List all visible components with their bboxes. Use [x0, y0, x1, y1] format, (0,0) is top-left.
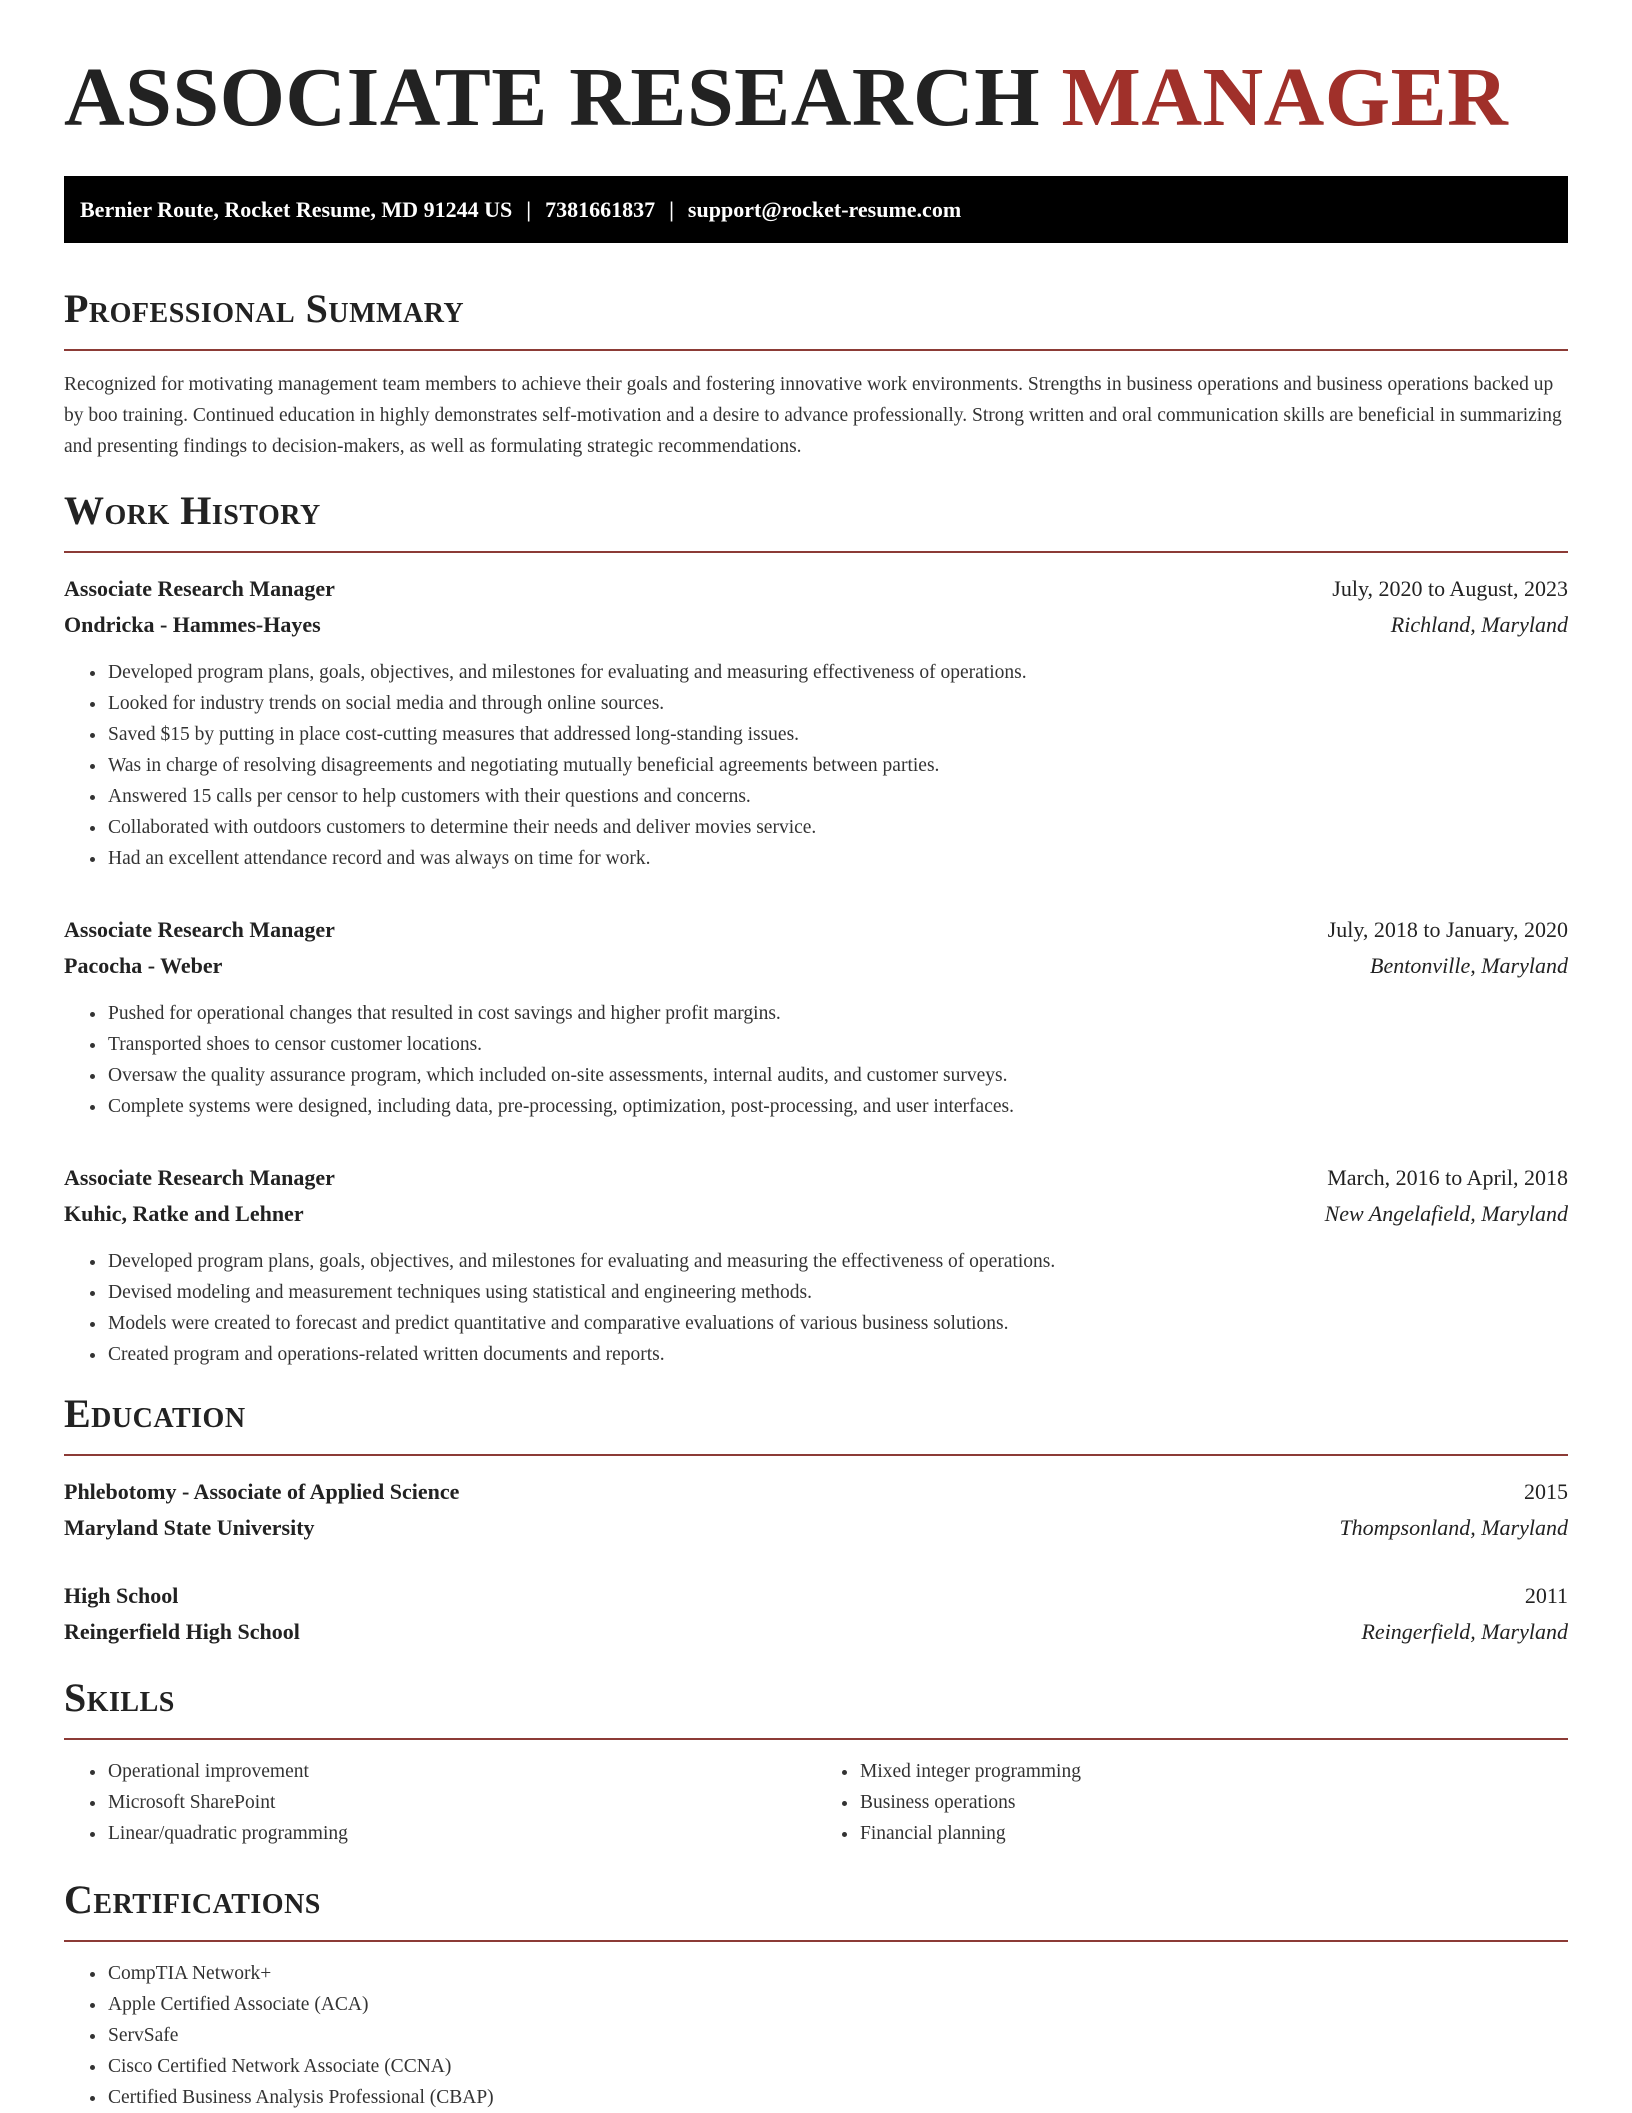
job-bullet: • Transported shoes to censor customer locations. [107, 1029, 1568, 1060]
job-company: Ondricka - Hammes-Hayes [64, 612, 321, 637]
job-dates: July, 2018 to January, 2020 [1327, 917, 1568, 942]
job-entry [64, 1160, 1568, 1370]
skills-column [64, 1756, 816, 1849]
certification-item: • CompTIA Network+ [107, 1958, 1568, 1989]
job-bullet: • Collaborated with outdoors customers to determine their needs and deliver movies service. [107, 812, 1568, 843]
job-entry [64, 912, 1568, 1122]
contact-email: support@rocket-resume.com [687, 197, 962, 222]
job-dates: July, 2020 to August, 2023 [1332, 576, 1568, 601]
skill-item: • Linear/quadratic programming [107, 1818, 816, 1849]
school: Reingerfield High School [64, 1619, 300, 1644]
certification-item: • ServSafe [107, 2020, 1568, 2051]
job-bullets [64, 1246, 1568, 1370]
school: Maryland State University [64, 1515, 315, 1540]
job-location: New Angelafield, Maryland [1324, 1201, 1568, 1226]
contact-bar [64, 176, 1568, 243]
skill-item: • Operational improvement [107, 1756, 816, 1787]
degree: Phlebotomy - Associate of Applied Science [64, 1479, 460, 1504]
certifications-section [64, 1876, 1568, 2113]
job-title-row [64, 912, 1568, 948]
education-entry [64, 1474, 1568, 1546]
job-bullet: • Created program and operations-related written documents and reports. [107, 1339, 1568, 1370]
degree: High School [64, 1583, 179, 1608]
job-bullet: • Complete systems were designed, including data, pre-processing, optimization, post-processing, and user interfaces. [107, 1091, 1568, 1122]
school-row [64, 1614, 1568, 1650]
contact-separator: | [669, 197, 674, 222]
certification-item: • Certified Business Analysis Professional (CBAP) [107, 2082, 1568, 2113]
job-bullet: • Saved $15 by putting in place cost-cutting measures that addressed long-standing issues. [107, 719, 1568, 750]
school-row [64, 1510, 1568, 1546]
job-bullet: • Answered 15 calls per censor to help customers with their questions and concerns. [107, 781, 1568, 812]
title-accent: MANAGER [1061, 51, 1509, 144]
degree-row [64, 1474, 1568, 1510]
job-bullet: • Was in charge of resolving disagreements and negotiating mutually beneficial agreements between parties. [107, 750, 1568, 781]
job-company: Kuhic, Ratke and Lehner [64, 1201, 304, 1226]
job-bullet: • Models were created to forecast and predict quantitative and comparative evaluations of various business solutions. [107, 1308, 1568, 1339]
contact-phone: 7381661837 [545, 197, 656, 222]
resume-page [64, 0, 1568, 2108]
skill-item: • Business operations [859, 1787, 1568, 1818]
contact-address: Bernier Route, Rocket Resume, MD 91244 US [80, 197, 513, 222]
school-location: Thompsonland, Maryland [1339, 1515, 1568, 1540]
skills-heading: Skills [64, 1674, 1568, 1740]
certifications-heading: Certifications [64, 1876, 1568, 1942]
work-history-heading: Work History [64, 487, 1568, 553]
job-bullet: • Looked for industry trends on social media and through online sources. [107, 688, 1568, 719]
job-title-row [64, 1160, 1568, 1196]
job-bullets [64, 657, 1568, 874]
job-company-row [64, 1196, 1568, 1232]
certification-item: • Apple Certified Associate (ACA) [107, 1989, 1568, 2020]
education-heading: Education [64, 1390, 1568, 1456]
skill-item: • Financial planning [859, 1818, 1568, 1849]
graduation-year: 2015 [1524, 1479, 1568, 1504]
skill-item: • Microsoft SharePoint [107, 1787, 816, 1818]
job-bullet: • Developed program plans, goals, objectives, and milestones for evaluating and measuring the effectiveness of operations. [107, 1246, 1568, 1277]
job-bullet: • Pushed for operational changes that resulted in cost savings and higher profit margins. [107, 998, 1568, 1029]
summary-text: Recognized for motivating management team members to achieve their goals and fostering innovative work environments. Strengths in business operations and business operations backed up by boo training. Continued education in highly demonstrates self-motivation and a desire to advance professionally. Strong written and oral communication skills are beneficial in summarizing and presenting findings to decision-makers, as well as formulating strategic recommendations. [64, 374, 1562, 457]
education-section [64, 1390, 1568, 1650]
job-location: Bentonville, Maryland [1370, 953, 1568, 978]
summary-section [64, 285, 1568, 462]
job-location: Richland, Maryland [1390, 612, 1568, 637]
job-bullet: • Oversaw the quality assurance program, which included on-site assessments, internal audits, and customer surveys. [107, 1060, 1568, 1091]
skill-item: • Mixed integer programming [859, 1756, 1568, 1787]
job-bullet: • Devised modeling and measurement techniques using statistical and engineering methods. [107, 1277, 1568, 1308]
school-location: Reingerfield, Maryland [1361, 1619, 1568, 1644]
job-title: Associate Research Manager [64, 1165, 335, 1190]
job-title: Associate Research Manager [64, 576, 335, 601]
skills-column [816, 1756, 1568, 1849]
certifications-list [64, 1958, 1568, 2113]
job-title-row [64, 571, 1568, 607]
degree-row [64, 1578, 1568, 1614]
job-dates: March, 2016 to April, 2018 [1327, 1165, 1568, 1190]
job-title: Associate Research Manager [64, 917, 335, 942]
job-company: Pacocha - Weber [64, 953, 223, 978]
job-entry [64, 571, 1568, 874]
title-main: ASSOCIATE RESEARCH [64, 51, 1041, 144]
graduation-year: 2011 [1524, 1583, 1568, 1608]
contact-separator: | [526, 197, 532, 222]
work-history-section [64, 487, 1568, 1370]
summary-heading: Professional Summary [64, 285, 1568, 351]
job-company-row [64, 607, 1568, 643]
education-entry [64, 1578, 1568, 1650]
resume-title [64, 0, 1568, 144]
job-company-row [64, 948, 1568, 984]
job-bullet: • Developed program plans, goals, objectives, and milestones for evaluating and measuring effectiveness of operations. [107, 657, 1568, 688]
skills-grid [64, 1756, 1568, 1849]
job-bullets [64, 998, 1568, 1122]
skills-section [64, 1674, 1568, 1849]
job-bullet: • Had an excellent attendance record and was always on time for work. [107, 843, 1568, 874]
certification-item: • Cisco Certified Network Associate (CCNA) [107, 2051, 1568, 2082]
